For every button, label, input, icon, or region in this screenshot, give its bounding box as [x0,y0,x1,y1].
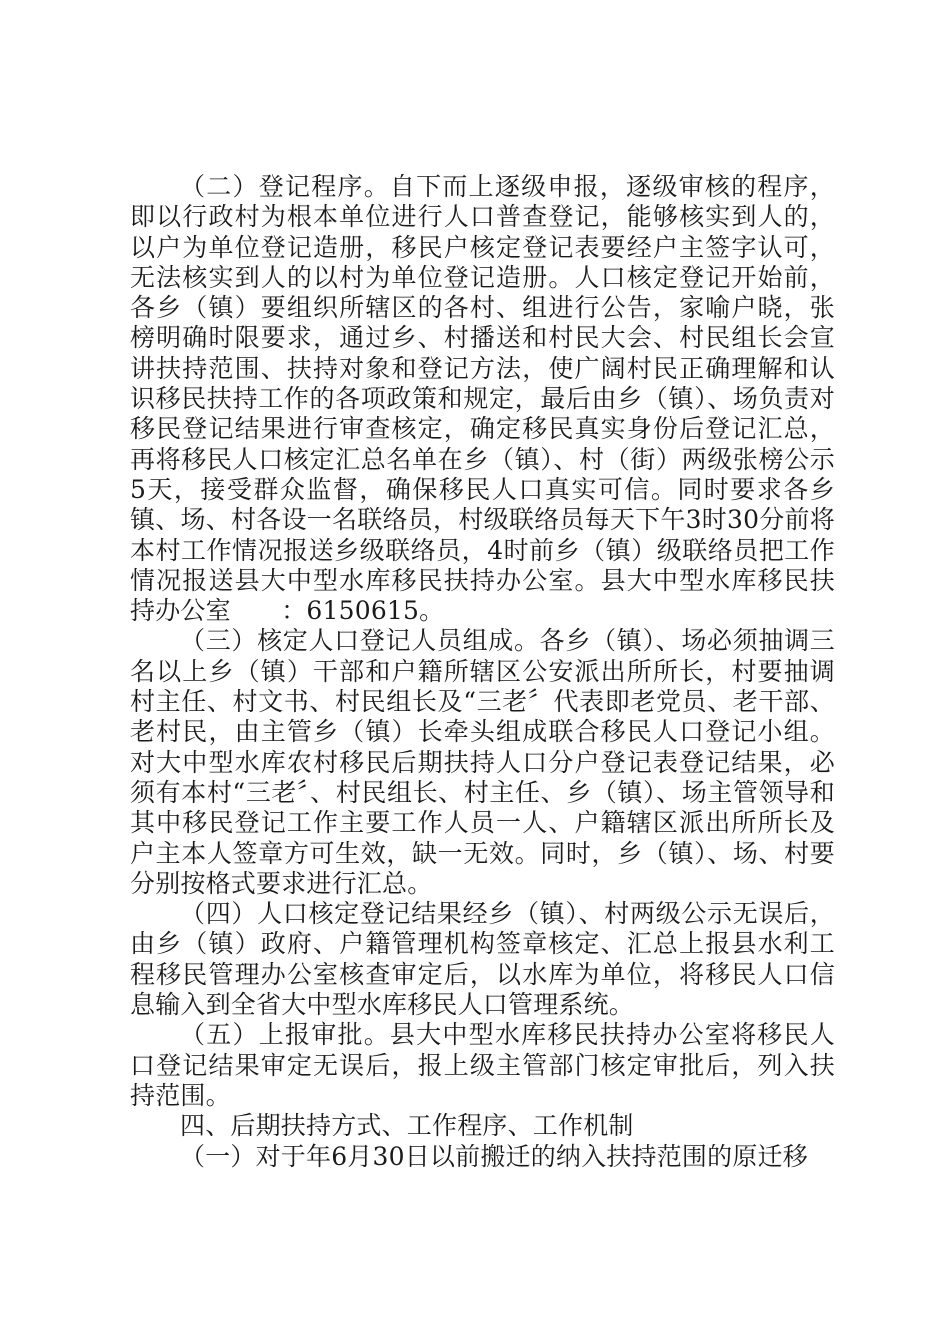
document-body [130,172,835,1172]
paragraph-report-approval: （五）上报审批。县大中型水库移民扶持办公室将移民人口登记结果审定无误后，报上级主管部门核定审批后，列入扶持范围。 [130,1020,835,1110]
paragraph-registration-staff: （三）核定人口登记人员组成。各乡（镇）、场必须抽调三名以上乡（镇）干部和户籍所辖区公安派出所所长，村要抽调村主任、村文书、村民组长及“三老〞代表即老党员、老干部、老村民，由主管乡（镇）长牵头组成联合移民人口登记小组。对大中型水库农村移民后期扶持人口分户登记表登记结果，必须有本村“三老〞、村民组长、村主任、乡（镇）、场主管领导和其中移民登记工作主要工作人员一人、户籍辖区派出所所长及户主本人签章方可生效，缺一无效。同时，乡（镇）、场、村要分别按格式要求进行汇总。 [130,626,835,898]
paragraph-support-first-item: （一）对于年6月30日以前搬迁的纳入扶持范围的原迁移 [180,1141,808,1171]
paragraph-registration-procedure: （二）登记程序。自下而上逐级申报，逐级审核的程序，即以行政村为根本单位进行人口普查登记，能够核实到人的，以户为单位登记造册，移民户核定登记表要经户主签字认可，无法核实到人的以村为单位登记造册。人口核定登记开始前，各乡（镇）要组织所辖区的各村、组进行公告，家喻户晓，张榜明确时限要求，通过乡、村播送和村民大会、村民组长会宣讲扶持范围、扶持对象和登记方法，使广阔村民正确理解和认识移民扶持工作的各项政策和规定，最后由乡（镇）、场负责对移民登记结果进行审查核定，确定移民真实身份后登记汇总，再将移民人口核定汇总名单在乡（镇）、村（街）两级张榜公示5天，接受群众监督，确保移民人口真实可信。同时要求各乡镇、场、村各设一名联络员，村级联络员每天下午3时30分前将本村工作情况报送乡级联络员，4时前乡（镇）级联络员把工作情况报送县大中型水库移民扶持办公室。县大中型水库移民扶持办公室 ：6150615。 [130,172,835,626]
section-heading-support-methods: 四、后期扶持方式、工作程序、工作机制 [180,1111,634,1141]
paragraph-publicity-review: （四）人口核定登记结果经乡（镇）、村两级公示无误后，由乡（镇）政府、户籍管理机构签章核定、汇总上报县水利工程移民管理办公室核查审定后，以水库为单位，将移民人口信息输入到全省大中型水库移民人口管理系统。 [130,899,835,1020]
